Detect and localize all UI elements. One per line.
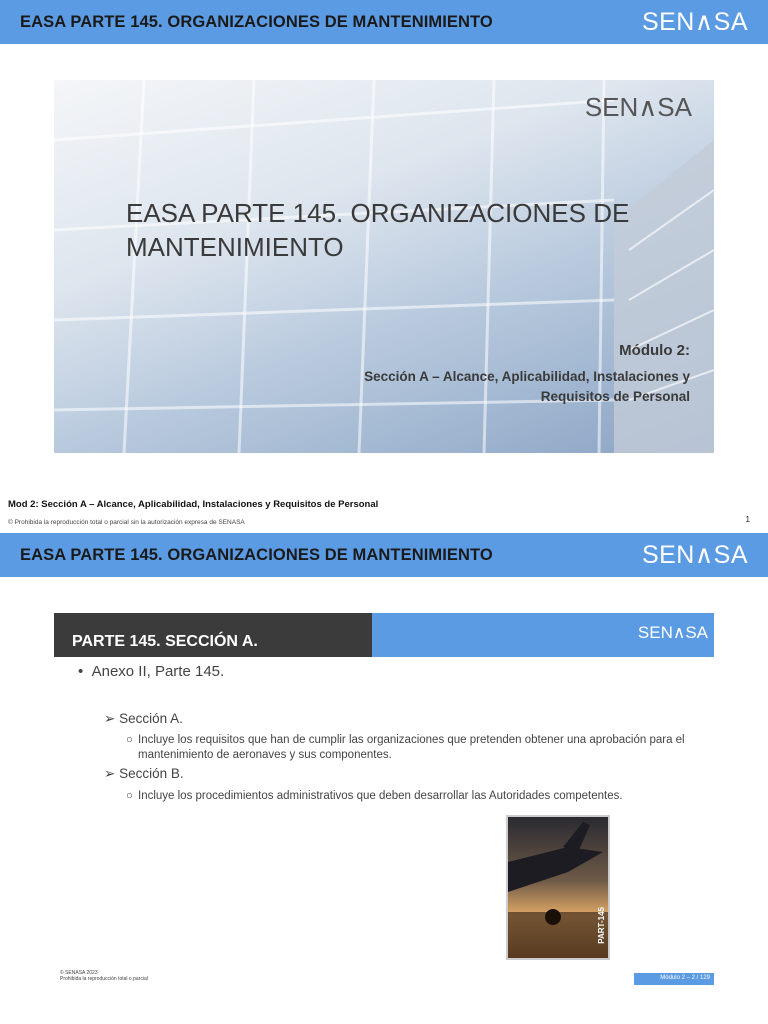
bullet-item: • Anexo II, Parte 145.: [78, 663, 225, 680]
hero-logo: SEN∧SA: [584, 92, 692, 122]
book-label: PART-145: [597, 907, 606, 944]
page-indicator: Módulo 2 – 2 / 129: [634, 973, 714, 985]
section-title: PARTE 145. SECCIÓN A.: [54, 613, 372, 657]
hero-image: [54, 80, 714, 453]
detail-text: Incluye los procedimientos administrativos que deben desarrollar las Autoridades competentes.: [138, 790, 623, 802]
footer-title: Mod 2: Sección A – Alcance, Aplicabilidad, Instalaciones y Requisitos de Personal: [8, 499, 379, 510]
circle-bullet-icon: ○: [126, 734, 133, 746]
slide2-header: [0, 533, 768, 577]
detail-text: Incluye los requisitos que han de cumplir las organizaciones que pretenden obtener una aprobación para el mantenimiento de aeronaves y sus componentes.: [138, 734, 685, 761]
detail-b: [128, 789, 708, 804]
copyright-line: © SENASA 2023: [60, 970, 98, 976]
module-label: Módulo 2:: [619, 342, 690, 359]
header-title: EASA PARTE 145. ORGANIZACIONES DE MANTENIMIENTO: [20, 12, 493, 31]
header-title: EASA PARTE 145. ORGANIZACIONES DE MANTENIMIENTO: [20, 545, 493, 564]
slide-title: EASA PARTE 145. ORGANIZACIONES DE MANTENIMIENTO: [126, 198, 630, 262]
senasa-logo: SEN∧SA: [641, 8, 748, 36]
slide1-header: [0, 0, 768, 44]
page-number: 1: [745, 515, 750, 524]
bullet-text: Anexo II, Parte 145.: [91, 663, 225, 680]
slide2-copyright: [60, 970, 148, 982]
detail-a: [128, 733, 708, 763]
footer-copyright: © Prohibida la reproducción total o parcial sin la autorización expresa de SENASA: [8, 519, 245, 526]
section-subtitle: Sección A – Alcance, Aplicabilidad, Instalaciones y Requisitos de Personal: [364, 369, 690, 404]
circle-bullet-icon: ○: [126, 790, 133, 802]
copyright-line: Prohibida la reproducción total o parcial: [60, 976, 148, 982]
section-bar: [54, 613, 714, 657]
sub-bullet-text: Sección A.: [119, 711, 183, 726]
section-logo: SEN∧SA: [637, 623, 708, 642]
sub-bullet-a: ➢ Sección A.: [104, 711, 183, 726]
senasa-logo: SEN∧SA: [641, 541, 748, 569]
book-cover-image: [506, 815, 610, 960]
sub-bullet-b: ➢ Sección B.: [104, 766, 184, 781]
sub-bullet-text: Sección B.: [119, 766, 184, 781]
aircraft-silhouette-graphic: [508, 817, 608, 958]
